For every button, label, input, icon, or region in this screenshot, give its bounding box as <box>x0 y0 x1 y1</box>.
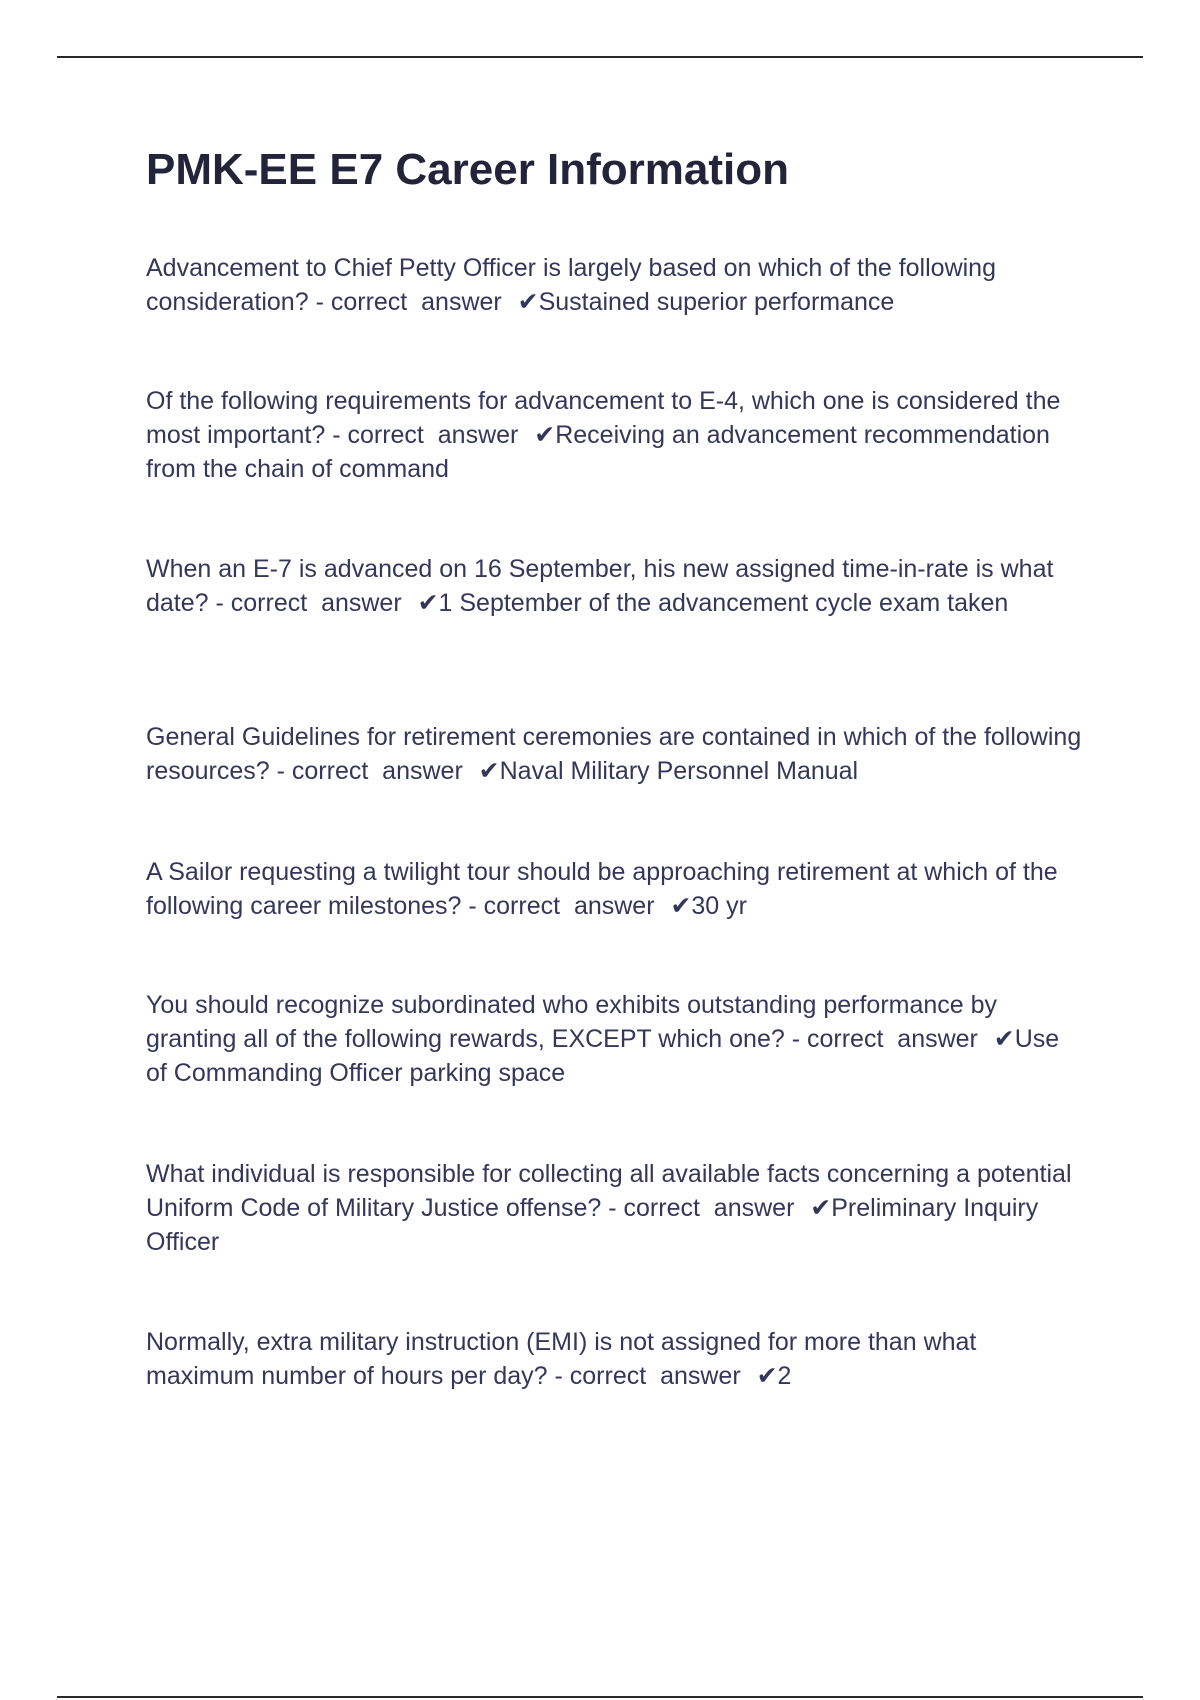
qa-item <box>146 251 1086 319</box>
answer-text: 1 September of the advancement cycle exam taken <box>438 589 1009 617</box>
answer-text: Use of Commanding Officer parking space <box>146 1025 1060 1087</box>
question-text: General Guidelines for retirement ceremonies are contained in which of the following resources? <box>146 723 1082 785</box>
question-text: Of the following requirements for advancement to E-4, which one is considered the most important? <box>146 387 1061 449</box>
answer-marker: - correct answer <box>208 589 416 617</box>
answer-text: Preliminary Inquiry Officer <box>146 1194 1039 1256</box>
top-divider <box>57 56 1143 58</box>
answer-marker: - correct answer <box>601 1194 809 1222</box>
check-icon: ✔ <box>534 421 556 449</box>
answer-marker: - correct answer <box>461 892 669 920</box>
check-icon: ✔ <box>478 757 500 785</box>
answer-marker: - correct answer <box>325 421 533 449</box>
question-text: A Sailor requesting a twilight tour should be approaching retirement at which of the following career milestones? <box>146 858 1058 920</box>
answer-text: Receiving an advancement recommendation from the chain of command <box>146 421 1050 483</box>
check-icon: ✔ <box>756 1362 778 1390</box>
answer-marker: - correct answer <box>269 757 477 785</box>
qa-item <box>146 1157 1086 1259</box>
answer-text: 30 yr <box>691 892 747 920</box>
qa-item <box>146 384 1086 486</box>
answer-text: Sustained superior performance <box>538 288 895 316</box>
check-icon: ✔ <box>670 892 692 920</box>
qa-item <box>146 855 1086 923</box>
answer-marker: - correct answer <box>547 1362 755 1390</box>
question-text: What individual is responsible for collecting all available facts concerning a potential Uniform Code of Military Justice offense? <box>146 1160 1072 1222</box>
page-title: PMK-EE E7 Career Information <box>146 145 790 194</box>
qa-item <box>146 720 1086 788</box>
answer-marker: - correct answer <box>308 288 516 316</box>
question-text: You should recognize subordinated who exhibits outstanding performance by granting all of the following rewards, EXCEPT which one? <box>146 991 998 1053</box>
question-text: Advancement to Chief Petty Officer is largely based on which of the following consideration? <box>146 254 996 316</box>
check-icon: ✔ <box>810 1194 832 1222</box>
check-icon: ✔ <box>993 1025 1015 1053</box>
answer-marker: - correct answer <box>784 1025 992 1053</box>
qa-item <box>146 988 1086 1090</box>
answer-text: Naval Military Personnel Manual <box>499 757 859 785</box>
qa-item <box>146 552 1086 620</box>
question-text: Normally, extra military instruction (EMI) is not assigned for more than what maximum number of hours per day? <box>146 1328 977 1390</box>
qa-item <box>146 1325 1086 1393</box>
check-icon: ✔ <box>517 288 539 316</box>
answer-text: 2 <box>777 1362 792 1390</box>
check-icon: ✔ <box>417 589 439 617</box>
bottom-divider <box>57 1696 1143 1698</box>
question-text: When an E-7 is advanced on 16 September, his new assigned time-in-rate is what date? <box>146 555 1054 617</box>
